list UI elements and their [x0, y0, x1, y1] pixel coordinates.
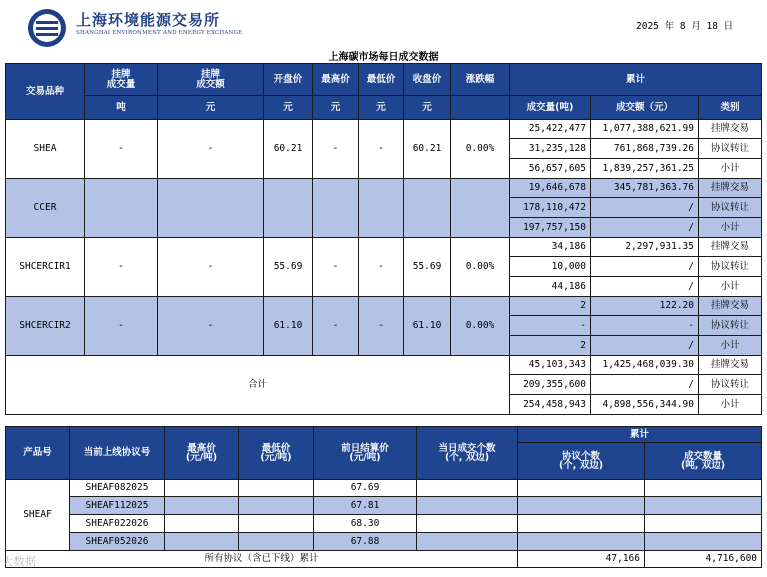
daily-count [417, 533, 518, 551]
category: 协议转让 [699, 316, 762, 336]
category: 挂牌交易 [699, 297, 762, 316]
product-code: SHEAF [6, 480, 70, 551]
unit-cell [451, 96, 510, 120]
table-row [6, 515, 762, 533]
open-price [264, 179, 313, 238]
table-row [6, 297, 762, 316]
cum-amount: 4,898,556,344.90 [591, 395, 699, 415]
cum-volume: 2 [510, 336, 591, 356]
cum-volume: 197,757,150 [510, 218, 591, 238]
high-price [313, 179, 359, 238]
unit-cell: 元 [264, 96, 313, 120]
cum-amount: 122.20 [591, 297, 699, 316]
unit-cell: 吨 [85, 96, 158, 120]
close-price: 60.21 [404, 120, 451, 179]
protocol-no: SHEAF112025 [70, 497, 165, 515]
cum-quantity: 4,716,600 [645, 551, 762, 568]
cum-quantity [645, 533, 762, 551]
cum-amount: 1,077,388,621.99 [591, 120, 699, 139]
cum-volume: 44,186 [510, 277, 591, 297]
cum-amount: / [591, 218, 699, 238]
prev-settle: 68.30 [314, 515, 417, 533]
cum-volume: 10,000 [510, 257, 591, 277]
cum-count [518, 533, 645, 551]
high-price [165, 480, 239, 497]
listed-amount: - [158, 297, 264, 356]
low-price: - [359, 238, 404, 297]
header-cum-volume: 成交量(吨) [510, 96, 591, 120]
table-row [6, 551, 762, 568]
protocol-no: SHEAF052026 [70, 533, 165, 551]
cum-volume: 19,646,678 [510, 179, 591, 198]
category: 小计 [699, 336, 762, 356]
header-cum-quantity: 成交数量 (吨, 双边) [645, 443, 762, 480]
product-name: SHEA [6, 120, 85, 179]
category: 挂牌交易 [699, 120, 762, 139]
low-price: - [359, 120, 404, 179]
category: 协议转让 [699, 375, 762, 395]
cum-volume: - [510, 316, 591, 336]
table-row [6, 480, 762, 497]
category: 协议转让 [699, 139, 762, 159]
header-daily-count: 当日成交个数 (个, 双边) [417, 427, 518, 480]
exchange-logo-icon [27, 8, 67, 48]
page-title: 上海碳市场每日成交数据 [328, 52, 439, 63]
header-high: 最高价 (元/吨) [165, 427, 239, 480]
unit-cell: 元 [313, 96, 359, 120]
header-product-code: 产品号 [6, 427, 70, 480]
high-price [165, 533, 239, 551]
header-high: 最高价 [313, 64, 359, 96]
cum-count [518, 497, 645, 515]
cum-count [518, 515, 645, 533]
high-price [165, 497, 239, 515]
category: 挂牌交易 [699, 179, 762, 198]
listed-volume: - [85, 297, 158, 356]
forward-contract-table [5, 426, 762, 568]
header-protocol-no: 当前上线协议号 [70, 427, 165, 480]
category: 协议转让 [699, 198, 762, 218]
table-row [6, 179, 762, 198]
total-label: 合计 [6, 356, 510, 415]
exchange-name: 上海环境能源交易所 [76, 11, 221, 29]
category: 小计 [699, 395, 762, 415]
cum-volume: 2 [510, 297, 591, 316]
cum-amount: / [591, 198, 699, 218]
category: 小计 [699, 277, 762, 297]
change-pct: 0.00% [451, 297, 510, 356]
cum-count [518, 480, 645, 497]
low-price [239, 533, 314, 551]
open-price: 55.69 [264, 238, 313, 297]
listed-amount: - [158, 238, 264, 297]
prev-settle: 67.88 [314, 533, 417, 551]
cum-amount: / [591, 257, 699, 277]
daily-trading-table [5, 63, 762, 415]
cum-volume: 45,103,343 [510, 356, 591, 375]
header-cumulative: 累计 [518, 427, 762, 443]
unit-cell: 元 [359, 96, 404, 120]
low-price [359, 179, 404, 238]
category: 协议转让 [699, 257, 762, 277]
listed-volume: - [85, 120, 158, 179]
unit-cell: 元 [158, 96, 264, 120]
protocol-no: SHEAF082025 [70, 480, 165, 497]
cum-volume: 34,186 [510, 238, 591, 257]
product-name: SHCERCIR1 [6, 238, 85, 297]
high-price: - [313, 297, 359, 356]
cum-amount: 345,781,363.76 [591, 179, 699, 198]
low-price [239, 497, 314, 515]
cum-count: 47,166 [518, 551, 645, 568]
header-low: 最低价 (元/吨) [239, 427, 314, 480]
header-cum-amount: 成交额（元） [591, 96, 699, 120]
daily-count [417, 515, 518, 533]
cum-volume: 56,657,605 [510, 159, 591, 179]
open-price: 60.21 [264, 120, 313, 179]
protocol-no: SHEAF022026 [70, 515, 165, 533]
category: 挂牌交易 [699, 356, 762, 375]
cum-amount: - [591, 316, 699, 336]
header-cumulative: 累计 [510, 64, 762, 96]
change-pct [451, 179, 510, 238]
listed-volume [85, 179, 158, 238]
header-listed-amount: 挂牌 成交额 [158, 64, 264, 96]
total-label: 所有协议（含已下线）累计 [6, 551, 518, 568]
cum-volume: 254,458,943 [510, 395, 591, 415]
header-cum-count: 协议个数 (个, 双边) [518, 443, 645, 480]
cum-volume: 209,355,600 [510, 375, 591, 395]
daily-count [417, 480, 518, 497]
category: 小计 [699, 159, 762, 179]
header-prev-settle: 前日结算价 (元/吨) [314, 427, 417, 480]
report-date: 2025 年 8 月 18 日 [636, 21, 734, 32]
open-price: 61.10 [264, 297, 313, 356]
high-price: - [313, 120, 359, 179]
cum-quantity [645, 497, 762, 515]
cum-volume: 31,235,128 [510, 139, 591, 159]
listed-volume: - [85, 238, 158, 297]
low-price: - [359, 297, 404, 356]
low-price [239, 480, 314, 497]
header-product: 交易品种 [6, 64, 85, 120]
product-name: SHCERCIR2 [6, 297, 85, 356]
header-listed-volume: 挂牌 成交量 [85, 64, 158, 96]
prev-settle: 67.81 [314, 497, 417, 515]
table-row [6, 356, 762, 375]
listed-amount [158, 179, 264, 238]
close-price [404, 179, 451, 238]
low-price [239, 515, 314, 533]
cum-amount: 1,839,257,361.25 [591, 159, 699, 179]
cum-quantity [645, 480, 762, 497]
header-category: 类别 [699, 96, 762, 120]
change-pct: 0.00% [451, 238, 510, 297]
cum-amount: 2,297,931.35 [591, 238, 699, 257]
cum-amount: / [591, 375, 699, 395]
table-row [6, 497, 762, 515]
category: 挂牌交易 [699, 238, 762, 257]
exchange-name-en: SHANGHAI ENVIRONMENT AND ENERGY EXCHANGE [76, 30, 243, 36]
close-price: 61.10 [404, 297, 451, 356]
category: 小计 [699, 218, 762, 238]
cum-volume: 178,110,472 [510, 198, 591, 218]
header-low: 最低价 [359, 64, 404, 96]
watermark: 大数据 [2, 555, 37, 568]
prev-settle: 67.69 [314, 480, 417, 497]
close-price: 55.69 [404, 238, 451, 297]
table-row [6, 120, 762, 139]
cum-amount: / [591, 336, 699, 356]
high-price: - [313, 238, 359, 297]
cum-amount: / [591, 277, 699, 297]
change-pct: 0.00% [451, 120, 510, 179]
daily-count [417, 497, 518, 515]
unit-cell: 元 [404, 96, 451, 120]
table-row [6, 238, 762, 257]
cum-amount: 761,868,739.26 [591, 139, 699, 159]
listed-amount: - [158, 120, 264, 179]
high-price [165, 515, 239, 533]
product-name: CCER [6, 179, 85, 238]
header-close: 收盘价 [404, 64, 451, 96]
cum-quantity [645, 515, 762, 533]
header-change: 涨跌幅 [451, 64, 510, 96]
table-row [6, 533, 762, 551]
cum-volume: 25,422,477 [510, 120, 591, 139]
cum-amount: 1,425,468,039.30 [591, 356, 699, 375]
header-open: 开盘价 [264, 64, 313, 96]
